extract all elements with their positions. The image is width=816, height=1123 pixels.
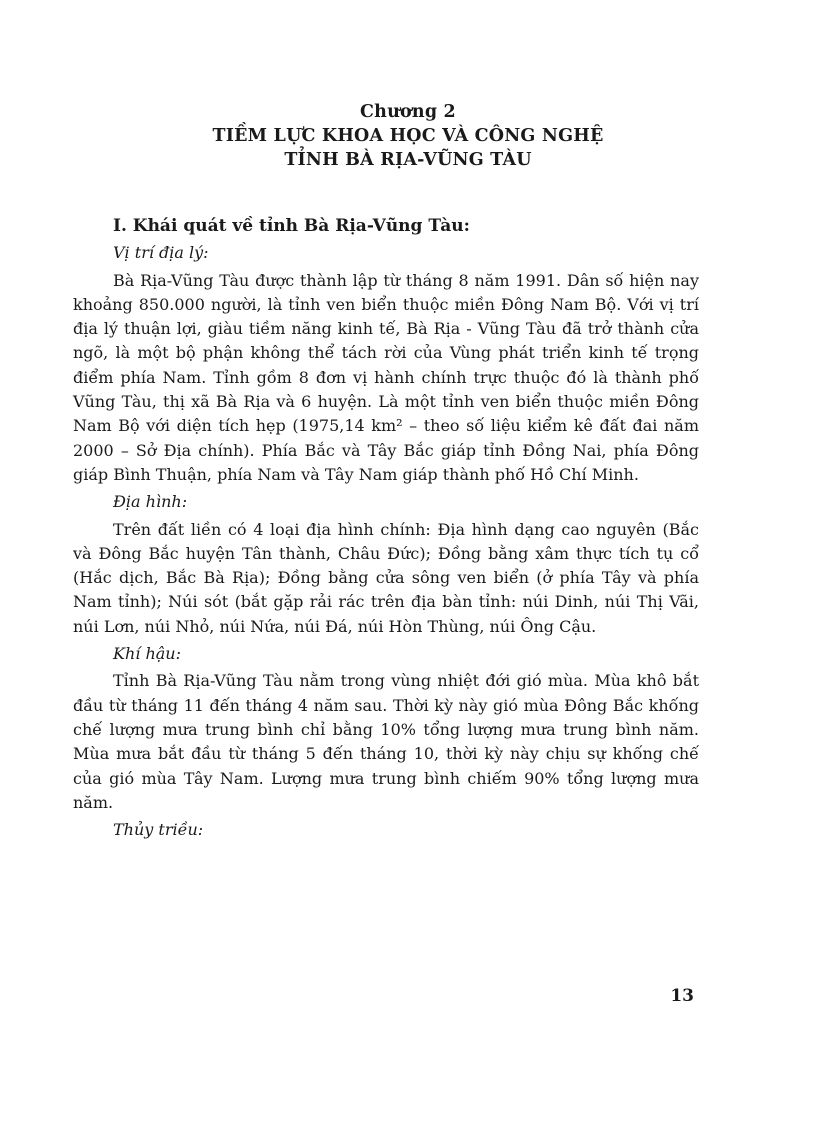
climate-subheading: Khí hậu: [113,644,181,664]
tide-subheading: Thủy triều: [113,820,204,840]
page-number: 13 [670,986,694,1006]
location-subheading: Vị trí địa lý: [113,243,209,263]
body-text [73,214,699,845]
chapter-title-line1: TIỀM LỰC KHOA HỌC VÀ CÔNG NGHỆ [212,126,604,146]
chapter-title-line2: TỈNH BÀ RỊA-VŨNG TÀU [284,150,532,170]
terrain-subheading: Địa hình: [113,492,188,512]
chapter-number: Chương 2 [360,102,456,122]
section-heading: I. Khái quát về tỉnh Bà Rịa-Vũng Tàu: [113,216,470,236]
climate-paragraph: Tỉnh Bà Rịa-Vũng Tàu nằm trong vùng nhiệt đới gió mùa. Mùa khô bắt đầu từ tháng 11 đến tháng 4 năm sau. Thời kỳ này gió mùa Đông Bắc khống chế lượng mưa trung bình chỉ bằng 10% tổng lượng mưa trung bình năm. Mùa mưa bắt đầu từ tháng 5 đến tháng 10, thời kỳ này chịu sự khống chế của gió mùa Tây Nam. Lượng mưa trung bình chiếm 90% tổng lượng mưa năm. [73,671,699,812]
chapter-header [0,100,816,172]
location-paragraph: Bà Rịa-Vũng Tàu được thành lập từ tháng 8 năm 1991. Dân số hiện nay khoảng 850.000 người, là tỉnh ven biển thuộc miền Đông Nam Bộ. Với vị trí địa lý thuận lợi, giàu tiềm năng kinh tế, Bà Rịa - Vũng Tàu đã trở thành cửa ngõ, là một bộ phận không thể tách rời của Vùng phát triển kinh tế trọng điểm phía Nam. Tỉnh gồm 8 đơn vị hành chính trực thuộc đó là thành phố Vũng Tàu, thị xã Bà Rịa và 6 huyện. Là một tỉnh ven biển thuộc miền Đông Nam Bộ với diện tích hẹp (1975,14 km² – theo số liệu kiểm kê đất đai năm 2000 – Sở Địa chính). Phía Bắc và Tây Bắc giáp tỉnh Đồng Nai, phía Đông giáp Bình Thuận, phía Nam và Tây Nam giáp thành phố Hồ Chí Minh. [73,270,699,484]
terrain-paragraph: Trên đất liền có 4 loại địa hình chính: Địa hình dạng cao nguyên (Bắc và Đông Bắc huyện Tân thành, Châu Đức); Đồng bằng xâm thực tích tụ cổ (Hắc dịch, Bắc Bà Rịa); Đồng bằng cửa sông ven biển (ở phía Tây và phía Nam tỉnh); Núi sót (bắt gặp rải rác trên địa bàn tỉnh: núi Dinh, núi Thị Vãi, núi Lơn, núi Nhỏ, núi Nứa, núi Đá, núi Hòn Thùng, núi Ông Cậu. [73,519,699,636]
